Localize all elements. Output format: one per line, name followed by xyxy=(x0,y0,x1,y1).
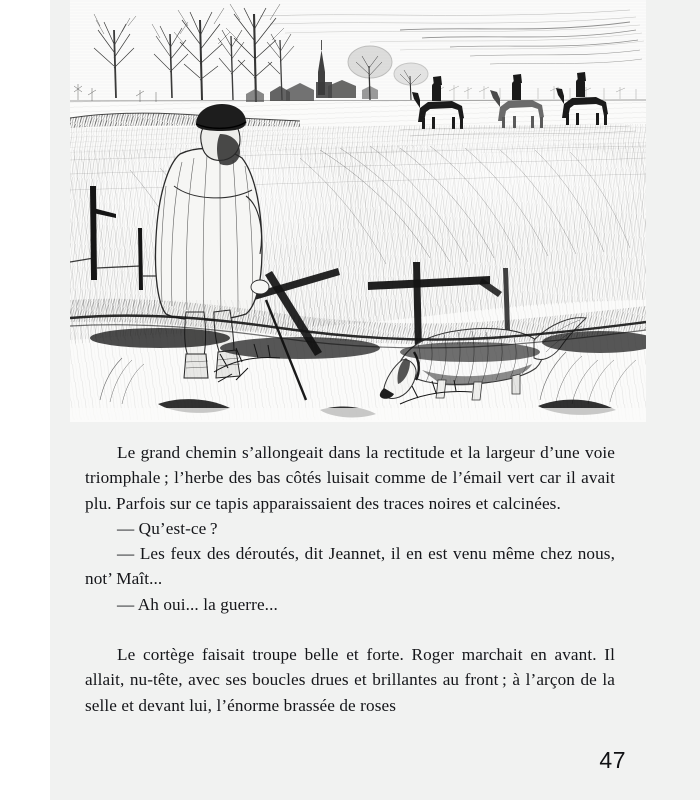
page-text-block xyxy=(85,440,615,718)
paragraph: Le cortège faisait troupe belle et forte. Roger marchait en avant. Il allait, nu-tête, avec ses boucles drues et brillantes au front ; à l’arçon de la selle et devant lui, l’énorme brassée de roses xyxy=(85,645,615,715)
etching-illustration xyxy=(70,0,646,422)
paragraph-spacer xyxy=(85,617,615,642)
page-number: 47 xyxy=(599,747,626,773)
illustration-plate xyxy=(70,0,646,422)
dialogue-line: — Ah oui... la guerre... xyxy=(117,594,278,614)
dialogue-line: — Les feux des déroutés, dit Jeannet, il en est venu même chez nous, not’ Maît... xyxy=(85,544,615,589)
dialogue-line: — Qu’est-ce ? xyxy=(117,518,218,538)
paragraph: Le grand chemin s’allongeait dans la rectitude et la largeur d’une voie triomphale ; l’herbe des bas côtés luisait comme de l’émail vert car il avait plu. Parfois sur ce tapis apparaissaient des traces noires et calcinées. xyxy=(85,443,615,513)
page-gutter xyxy=(0,0,50,800)
